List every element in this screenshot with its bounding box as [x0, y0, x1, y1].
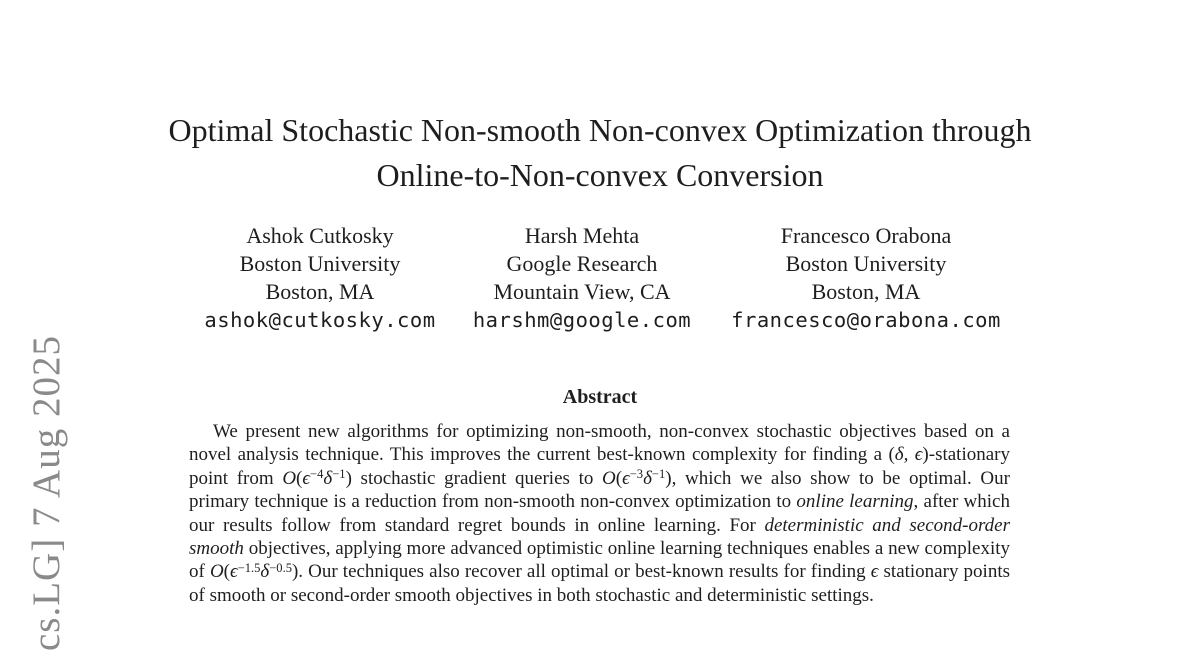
author-name: Ashok Cutkosky: [246, 223, 394, 248]
abstract-text: We present new algorithms for optimizing non-smooth, non-convex stochastic objectives based on a novel analysis technique. This improves the current best-known complexity for finding a (δ, ϵ)-stationary point from $O(\epsilon^{-4}\delta^{-1})$ stochastic gradient queries to $O(\epsilon^{-3}\delta^{-1})$, which we also show to be optimal. Our primary technique is a reduction from non-smooth non-convex optimization to online learning, after which our results follow from standard regret bounds in online learning. For deterministic and second-order smooth objectives, applying more advanced optimistic online learning techniques enables a new complexity of $O(\epsilon^{-1.5}\delta^{-0.5})$. Our techniques also recover all optimal or best-known results for finding ϵ stationary points of smooth or second-order smooth objectives in both stochastic and deterministic settings.: [189, 421, 1010, 606]
author-affiliation: Google Research: [506, 251, 658, 276]
author-column-3: [706, 222, 1026, 334]
author-city: Mountain View, CA: [493, 279, 671, 304]
abstract-heading: Abstract: [562, 386, 638, 408]
arxiv-sidebar-stamp: cs.LG] 7 Aug 2025: [25, 335, 68, 651]
author-city: Boston, MA: [811, 279, 921, 304]
author-city: Boston, MA: [265, 279, 375, 304]
paper-title: [0, 108, 1200, 198]
author-email: ashok@cutkosky.com: [204, 308, 436, 332]
author-name: Harsh Mehta: [524, 223, 640, 248]
paper-title-line1: Optimal Stochastic Non-smooth Non-convex Optimization through: [168, 112, 1032, 148]
paper-title-line2: Online-to-Non-convex Conversion: [376, 157, 824, 193]
author-name: Francesco Orabona: [780, 223, 952, 248]
author-affiliation: Boston University: [239, 251, 401, 276]
author-email: francesco@orabona.com: [731, 308, 1001, 332]
author-block: [0, 222, 1200, 347]
author-email: harshm@google.com: [472, 308, 692, 332]
author-column-2: [422, 222, 742, 334]
author-affiliation: Boston University: [785, 251, 947, 276]
